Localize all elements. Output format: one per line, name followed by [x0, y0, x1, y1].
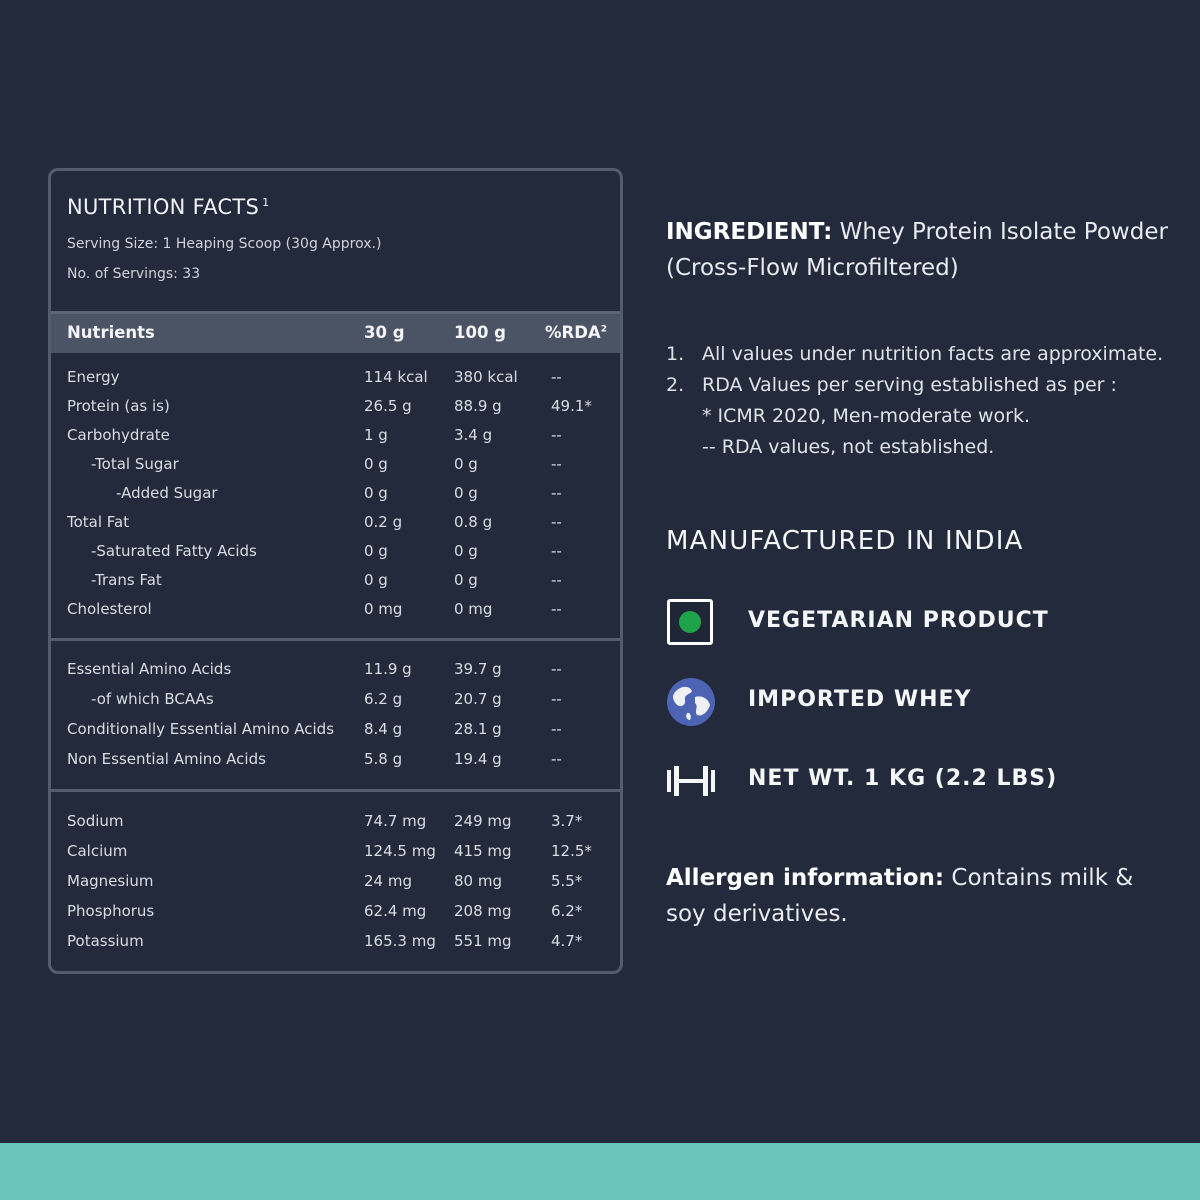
- value-100g: 39.7 g: [454, 660, 502, 678]
- nutrient-row: [51, 542, 620, 566]
- nutrient-row: [51, 660, 620, 684]
- value-30g: 74.7 mg: [364, 812, 427, 830]
- nutrient-name: Conditionally Essential Amino Acids: [67, 720, 335, 738]
- header-100g: 100 g: [454, 323, 506, 342]
- value-30g: 6.2 g: [364, 690, 403, 708]
- value-rda: 5.5*: [551, 872, 583, 890]
- footer-strip: [0, 1143, 1200, 1200]
- nutrition-facts-panel: [48, 168, 623, 974]
- value-100g: 80 mg: [454, 872, 502, 890]
- nutrient-row: [51, 397, 620, 421]
- note-line: 1. All values under nutrition facts are approximate.: [666, 343, 1164, 365]
- nutrient-row: [51, 600, 620, 624]
- ingredient-label: INGREDIENT:: [666, 219, 833, 245]
- value-30g: 1 g: [364, 426, 388, 444]
- title-footnote-marker: 1: [262, 196, 270, 209]
- value-30g: 0 g: [364, 484, 388, 502]
- nutrient-name: Protein (as is): [67, 397, 170, 415]
- nutrient-name: -Added Sugar: [116, 484, 218, 502]
- value-100g: 0.8 g: [454, 513, 493, 531]
- value-rda: --: [551, 484, 562, 502]
- nutrient-row: [51, 690, 620, 714]
- manufactured-heading: MANUFACTURED IN INDIA: [666, 526, 1024, 556]
- net-weight-label: NET WT. 1 KG (2.2 LBS): [748, 766, 1058, 791]
- value-30g: 114 kcal: [364, 368, 428, 386]
- value-rda: --: [551, 542, 562, 560]
- servings-count: No. of Servings: 33: [67, 266, 201, 282]
- ingredient-block: [666, 214, 1176, 286]
- nutrient-row: [51, 484, 620, 508]
- nutrient-name: -Saturated Fatty Acids: [91, 542, 257, 560]
- value-30g: 0.2 g: [364, 513, 403, 531]
- nutrient-name: -Total Sugar: [91, 455, 179, 473]
- value-100g: 249 mg: [454, 812, 512, 830]
- value-rda: --: [551, 600, 562, 618]
- header-nutrients: Nutrients: [67, 323, 155, 342]
- nutrient-row: [51, 932, 620, 956]
- nutrient-name: Magnesium: [67, 872, 154, 890]
- value-100g: 415 mg: [454, 842, 512, 860]
- value-100g: 3.4 g: [454, 426, 493, 444]
- value-100g: 88.9 g: [454, 397, 502, 415]
- nutrient-row: [51, 902, 620, 926]
- allergen-text: Contains milk & soy derivatives.: [666, 865, 1134, 927]
- header-30g: 30 g: [364, 323, 405, 342]
- nutrient-name: Energy: [67, 368, 120, 386]
- value-rda: 4.7*: [551, 932, 583, 950]
- veg-symbol-icon: [666, 598, 716, 648]
- nutrient-name: Calcium: [67, 842, 128, 860]
- value-100g: 208 mg: [454, 902, 512, 920]
- value-100g: 380 kcal: [454, 368, 518, 386]
- value-100g: 28.1 g: [454, 720, 502, 738]
- nutrient-row: [51, 368, 620, 392]
- value-100g: 0 g: [454, 542, 478, 560]
- value-rda: 3.7*: [551, 812, 583, 830]
- nutrient-row: [51, 720, 620, 744]
- value-30g: 26.5 g: [364, 397, 412, 415]
- nutrient-name: Carbohydrate: [67, 426, 170, 444]
- nutrient-row: [51, 812, 620, 836]
- value-30g: 0 mg: [364, 600, 403, 618]
- value-100g: 0 g: [454, 484, 478, 502]
- section-divider: [51, 789, 620, 792]
- nutrient-row: [51, 571, 620, 595]
- value-100g: 20.7 g: [454, 690, 502, 708]
- value-30g: 5.8 g: [364, 750, 403, 768]
- value-rda: --: [551, 660, 562, 678]
- allergen-block: [666, 860, 1176, 932]
- nutrient-name: Total Fat: [67, 513, 130, 531]
- value-30g: 165.3 mg: [364, 932, 436, 950]
- imported-whey-label: IMPORTED WHEY: [748, 687, 972, 712]
- value-rda: --: [551, 513, 562, 531]
- value-100g: 0 mg: [454, 600, 493, 618]
- value-30g: 0 g: [364, 571, 388, 589]
- value-rda: --: [551, 690, 562, 708]
- globe-icon: [666, 677, 716, 727]
- value-100g: 19.4 g: [454, 750, 502, 768]
- value-30g: 62.4 mg: [364, 902, 427, 920]
- nutrient-name: Cholesterol: [67, 600, 152, 618]
- dumbbell-icon: [666, 756, 716, 806]
- panel-header: [51, 171, 620, 311]
- value-30g: 124.5 mg: [364, 842, 436, 860]
- ingredient-text: Whey Protein Isolate Powder (Cross-Flow Microfiltered): [666, 219, 1168, 281]
- serving-size: Serving Size: 1 Heaping Scoop (30g Approx.): [67, 236, 382, 252]
- nutrient-name: Potassium: [67, 932, 144, 950]
- footnotes: [666, 343, 1176, 467]
- value-rda: --: [551, 368, 562, 386]
- value-30g: 11.9 g: [364, 660, 412, 678]
- nutrient-row: [51, 455, 620, 479]
- note-line: 2. RDA Values per serving established as per :: [666, 374, 1117, 396]
- nutrient-row: [51, 842, 620, 866]
- column-headers: [51, 311, 620, 353]
- section-divider: [51, 638, 620, 641]
- value-30g: 8.4 g: [364, 720, 403, 738]
- note-line: -- RDA values, not established.: [702, 436, 995, 458]
- nutrient-name: Phosphorus: [67, 902, 155, 920]
- nutrient-name: Essential Amino Acids: [67, 660, 232, 678]
- value-rda: --: [551, 426, 562, 444]
- header-rda: %RDA$^2$: [545, 323, 607, 342]
- value-rda: --: [551, 455, 562, 473]
- nutrient-name: Sodium: [67, 812, 124, 830]
- nutrient-row: [51, 750, 620, 774]
- nutrient-name: -Trans Fat: [91, 571, 162, 589]
- value-rda: --: [551, 571, 562, 589]
- allergen-label: Allergen information:: [666, 865, 945, 891]
- value-30g: 24 mg: [364, 872, 412, 890]
- value-rda: --: [551, 750, 562, 768]
- nutrient-row: [51, 872, 620, 896]
- value-rda: 6.2*: [551, 902, 583, 920]
- value-rda: 49.1*: [551, 397, 592, 415]
- nutrient-row: [51, 513, 620, 537]
- value-30g: 0 g: [364, 455, 388, 473]
- value-100g: 0 g: [454, 571, 478, 589]
- value-rda: --: [551, 720, 562, 738]
- value-30g: 0 g: [364, 542, 388, 560]
- nutrient-row: [51, 426, 620, 450]
- nutrient-name: Non Essential Amino Acids: [67, 750, 266, 768]
- value-100g: 551 mg: [454, 932, 512, 950]
- value-100g: 0 g: [454, 455, 478, 473]
- vegetarian-label: VEGETARIAN PRODUCT: [748, 608, 1049, 633]
- nutrient-name: -of which BCAAs: [91, 690, 214, 708]
- value-rda: 12.5*: [551, 842, 592, 860]
- note-line: * ICMR 2020, Men-moderate work.: [702, 405, 1030, 427]
- nutrition-title: NUTRITION FACTS $^1$: [67, 195, 270, 219]
